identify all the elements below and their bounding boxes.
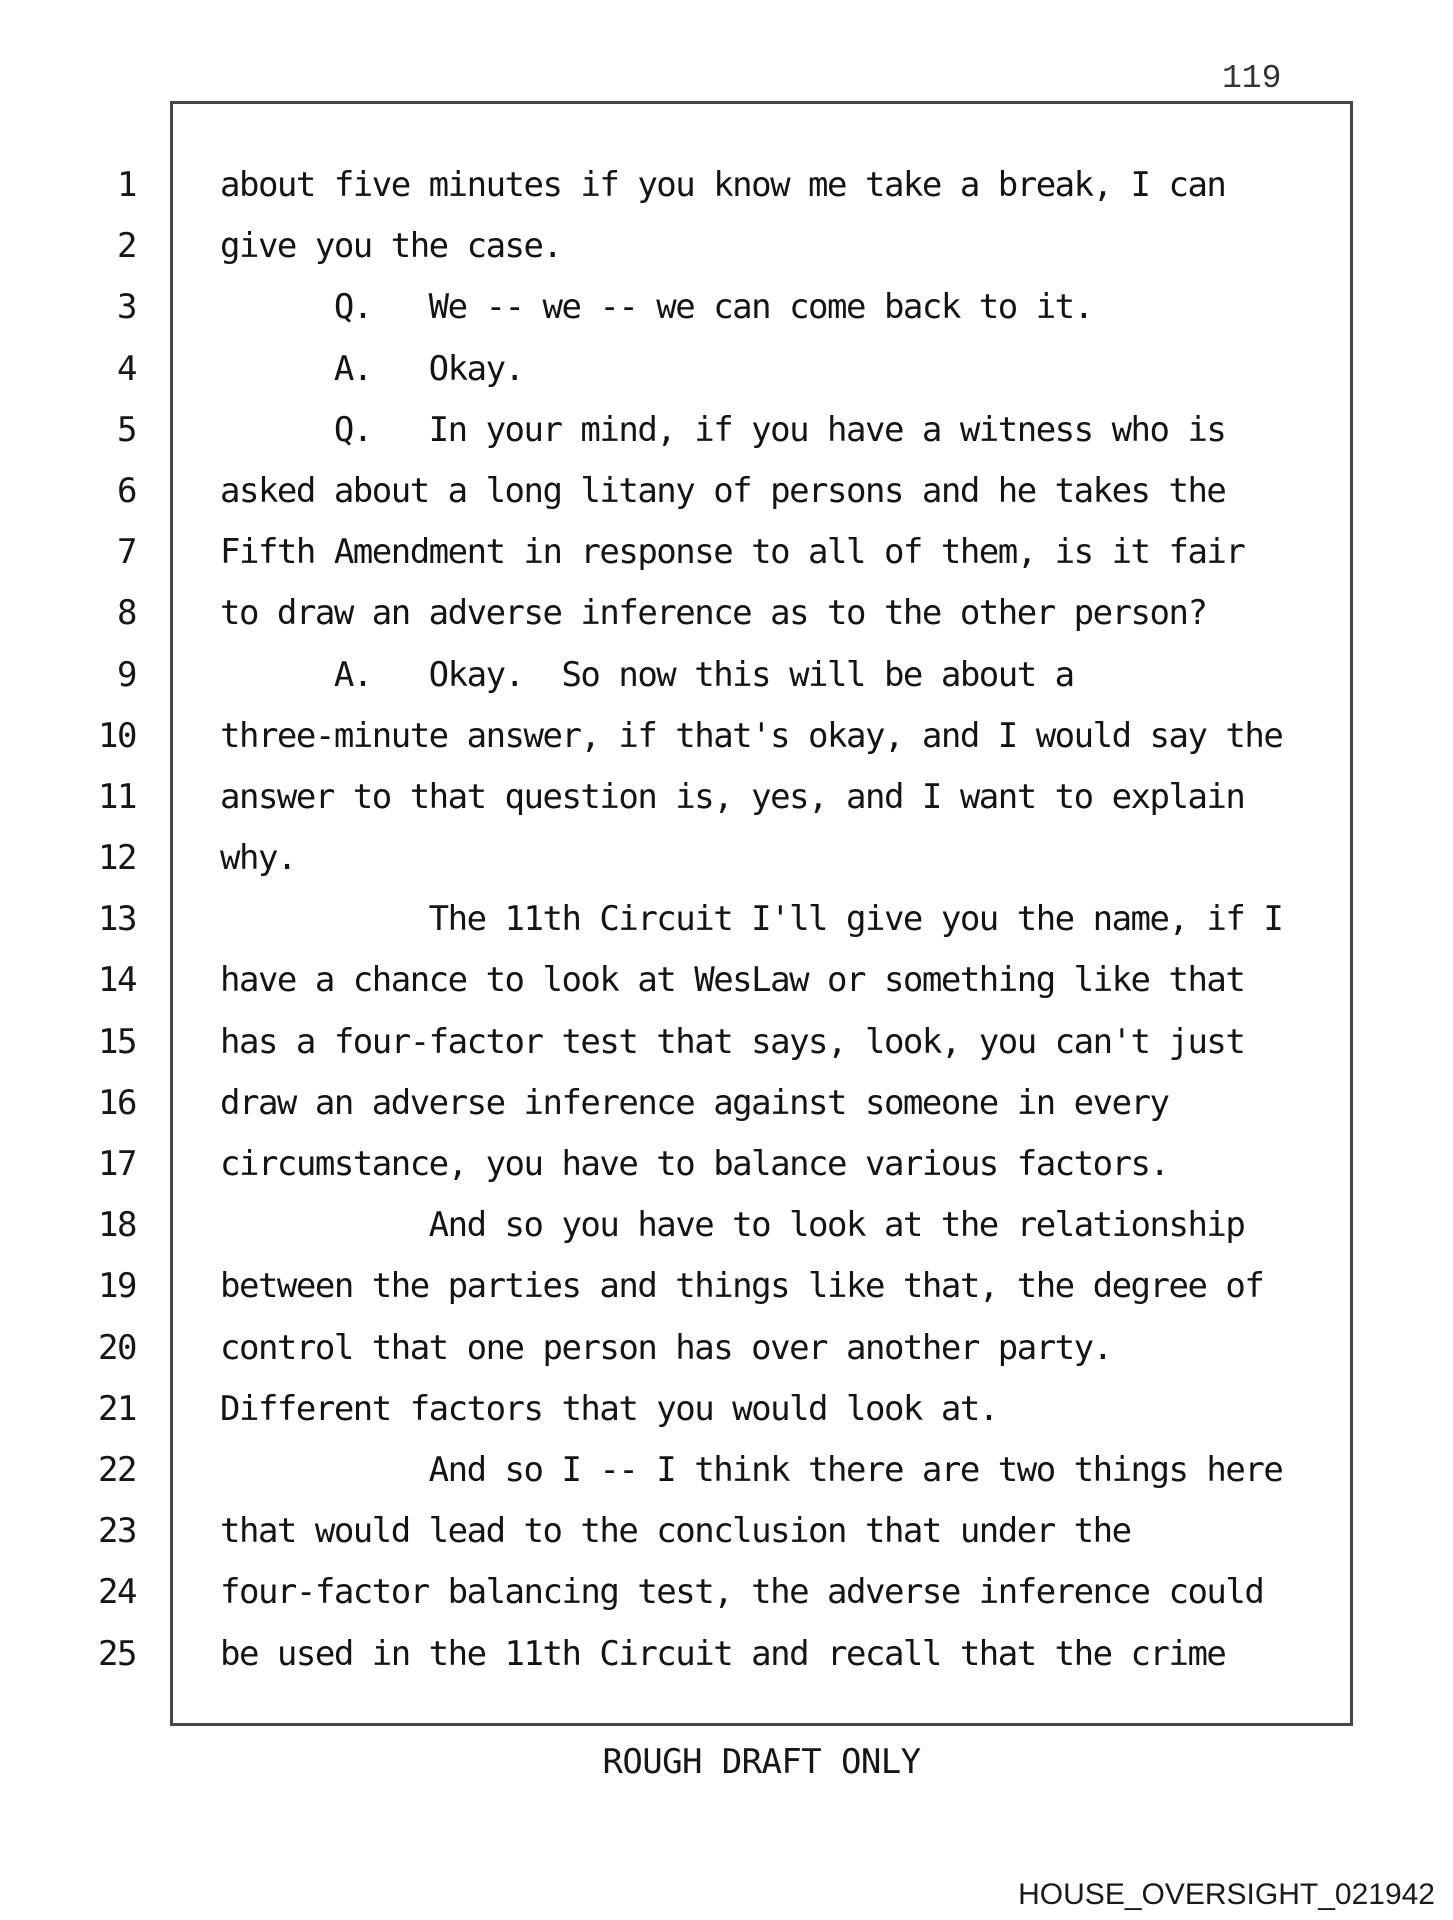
transcript-row: [0, 1624, 1453, 1685]
line-number: 24: [98, 1572, 136, 1613]
line-text: to draw an adverse inference as to the other person?: [220, 593, 1207, 634]
line-number: 9: [117, 654, 136, 695]
transcript-row: [0, 645, 1453, 706]
line-text: that would lead to the conclusion that under the: [220, 1511, 1131, 1552]
line-number: 3: [117, 287, 136, 328]
line-text: answer to that question is, yes, and I want to explain: [220, 776, 1245, 817]
line-number: 16: [98, 1082, 136, 1123]
line-text: Q. We -- we -- we can come back to it.: [220, 287, 1093, 328]
line-number: 4: [117, 348, 136, 389]
transcript-row: [0, 1562, 1453, 1623]
line-text: between the parties and things like that, the degree of: [220, 1266, 1264, 1307]
line-text: A. Okay. So now this will be about a: [220, 654, 1074, 695]
transcript-row: [0, 339, 1453, 400]
line-number: 15: [98, 1021, 136, 1062]
bates-number: HOUSE_OVERSIGHT_021942: [1018, 1878, 1435, 1911]
transcript-row: [0, 767, 1453, 828]
transcript-lines: [0, 155, 1453, 1685]
line-text: And so I -- I think there are two things here: [220, 1449, 1283, 1490]
line-text: has a four-factor test that says, look, you can't just: [220, 1021, 1245, 1062]
transcript-row: [0, 461, 1453, 522]
transcript-row: [0, 1501, 1453, 1562]
line-number: 2: [117, 226, 136, 267]
line-number: 7: [117, 532, 136, 573]
line-text: three-minute answer, if that's okay, and I would say the: [220, 715, 1283, 756]
transcript-row: [0, 889, 1453, 950]
transcript-row: [0, 216, 1453, 277]
line-text: draw an adverse inference against someone in every: [220, 1082, 1169, 1123]
line-text: have a chance to look at WesLaw or something like that: [220, 960, 1245, 1001]
rough-draft-watermark: ROUGH DRAFT ONLY: [602, 1742, 921, 1782]
transcript-row: [0, 1318, 1453, 1379]
line-text: why.: [220, 838, 296, 879]
transcript-row: [0, 1012, 1453, 1073]
line-text: be used in the 11th Circuit and recall that the crime: [220, 1633, 1226, 1674]
transcript-row: [0, 1440, 1453, 1501]
transcript-row: [0, 277, 1453, 338]
transcript-row: [0, 1134, 1453, 1195]
transcript-row: [0, 155, 1453, 216]
line-number: 14: [98, 960, 136, 1001]
line-number: 17: [98, 1144, 136, 1184]
line-text: control that one person has over another party.: [220, 1327, 1112, 1368]
line-text: Different factors that you would look at.: [220, 1388, 998, 1429]
line-text: asked about a long litany of persons and he takes the: [220, 470, 1226, 511]
transcript-row: [0, 400, 1453, 461]
transcript-row: [0, 828, 1453, 889]
line-number: 10: [98, 715, 136, 756]
line-number: 22: [98, 1449, 136, 1490]
line-text: A. Okay.: [220, 348, 524, 389]
transcript-row: [0, 1195, 1453, 1256]
line-number: 20: [98, 1327, 136, 1368]
line-number: 11: [98, 776, 136, 817]
line-number: 13: [98, 899, 136, 940]
transcript-row: [0, 706, 1453, 767]
line-number: 21: [98, 1388, 136, 1429]
line-text: Q. In your mind, if you have a witness who is: [220, 409, 1226, 450]
line-text: The 11th Circuit I'll give you the name, if I: [220, 899, 1283, 940]
line-text: four-factor balancing test, the adverse inference could: [220, 1572, 1264, 1613]
line-number: 8: [117, 593, 136, 634]
line-number: 25: [98, 1633, 136, 1674]
line-number: 5: [117, 409, 136, 450]
line-number: 18: [98, 1205, 136, 1246]
line-number: 12: [98, 838, 136, 879]
transcript-row: [0, 950, 1453, 1011]
transcript-row: [0, 1379, 1453, 1440]
line-text: Fifth Amendment in response to all of them, is it fair: [220, 532, 1245, 573]
transcript-row: [0, 1073, 1453, 1134]
line-number: 6: [117, 470, 136, 511]
transcript-row: [0, 1256, 1453, 1317]
line-text: And so you have to look at the relationship: [220, 1205, 1245, 1246]
transcript-row: [0, 583, 1453, 644]
line-number: 1: [117, 165, 136, 205]
line-text: circumstance, you have to balance various factors.: [220, 1144, 1169, 1184]
line-number: 23: [98, 1511, 136, 1552]
line-number: 19: [98, 1266, 136, 1307]
line-text: about five minutes if you know me take a break, I can: [220, 165, 1226, 205]
line-text: give you the case.: [220, 226, 562, 267]
page-number: 119: [1222, 60, 1282, 97]
transcript-row: [0, 522, 1453, 583]
